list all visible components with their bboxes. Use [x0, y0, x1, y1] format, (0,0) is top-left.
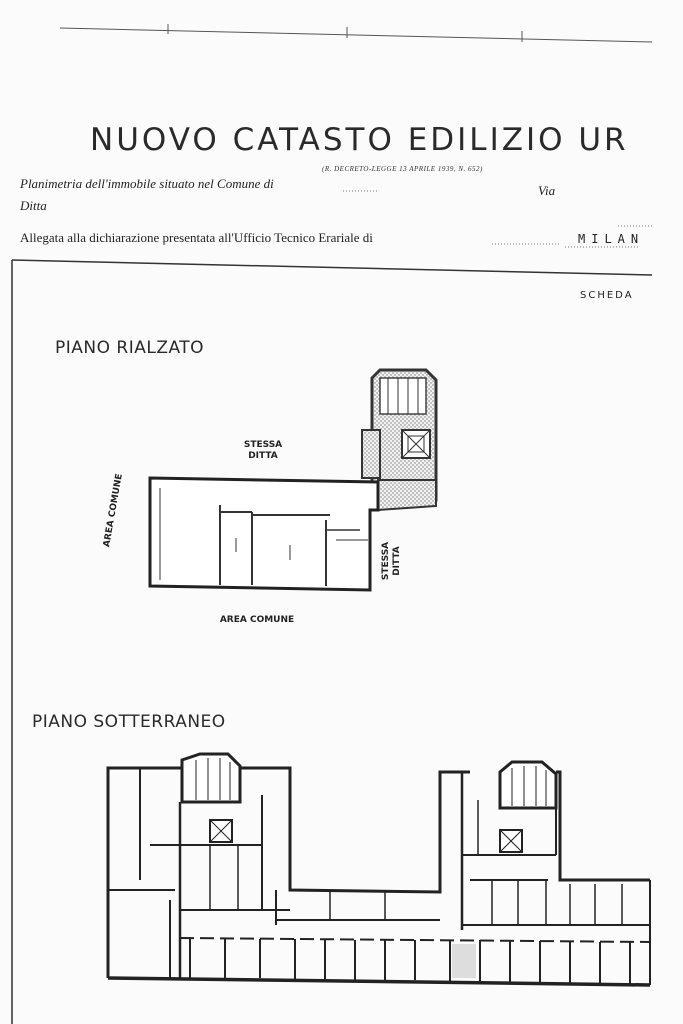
label-area-comune-bottom: AREA COMUNE [219, 615, 295, 625]
header-rule [60, 24, 652, 42]
floor-title-sotterraneo: PIANO SOTTERRANEO [32, 712, 226, 732]
ditta-label: Ditta [20, 198, 47, 213]
main-unit [150, 478, 378, 590]
city-name: MILAN [578, 232, 645, 246]
label-stessa-ditta-top: STESSA DITTA [243, 440, 283, 461]
document-title: NUOVO CATASTO EDILIZIO UR [90, 122, 629, 158]
via-label: Via [538, 183, 556, 198]
allegata-line: Allegata alla dichiarazione presentata all'Ufficio Tecnico Erariale di [20, 230, 373, 245]
label-stessa-ditta-side: STESSA DITTA [381, 541, 402, 581]
floor-title-rialzato: PIANO RIALZATO [55, 338, 205, 358]
scheda-label: SCHEDA [580, 290, 634, 301]
label-area-comune-left: AREA COMUNE [102, 472, 125, 548]
sotterraneo-plan [108, 754, 650, 985]
planimetria-line: Planimetria dell'immobile situato nel Comune di [20, 176, 274, 191]
decree-reference: (R. DECRETO-LEGGE 13 APRILE 1939, N. 652) [322, 165, 483, 173]
